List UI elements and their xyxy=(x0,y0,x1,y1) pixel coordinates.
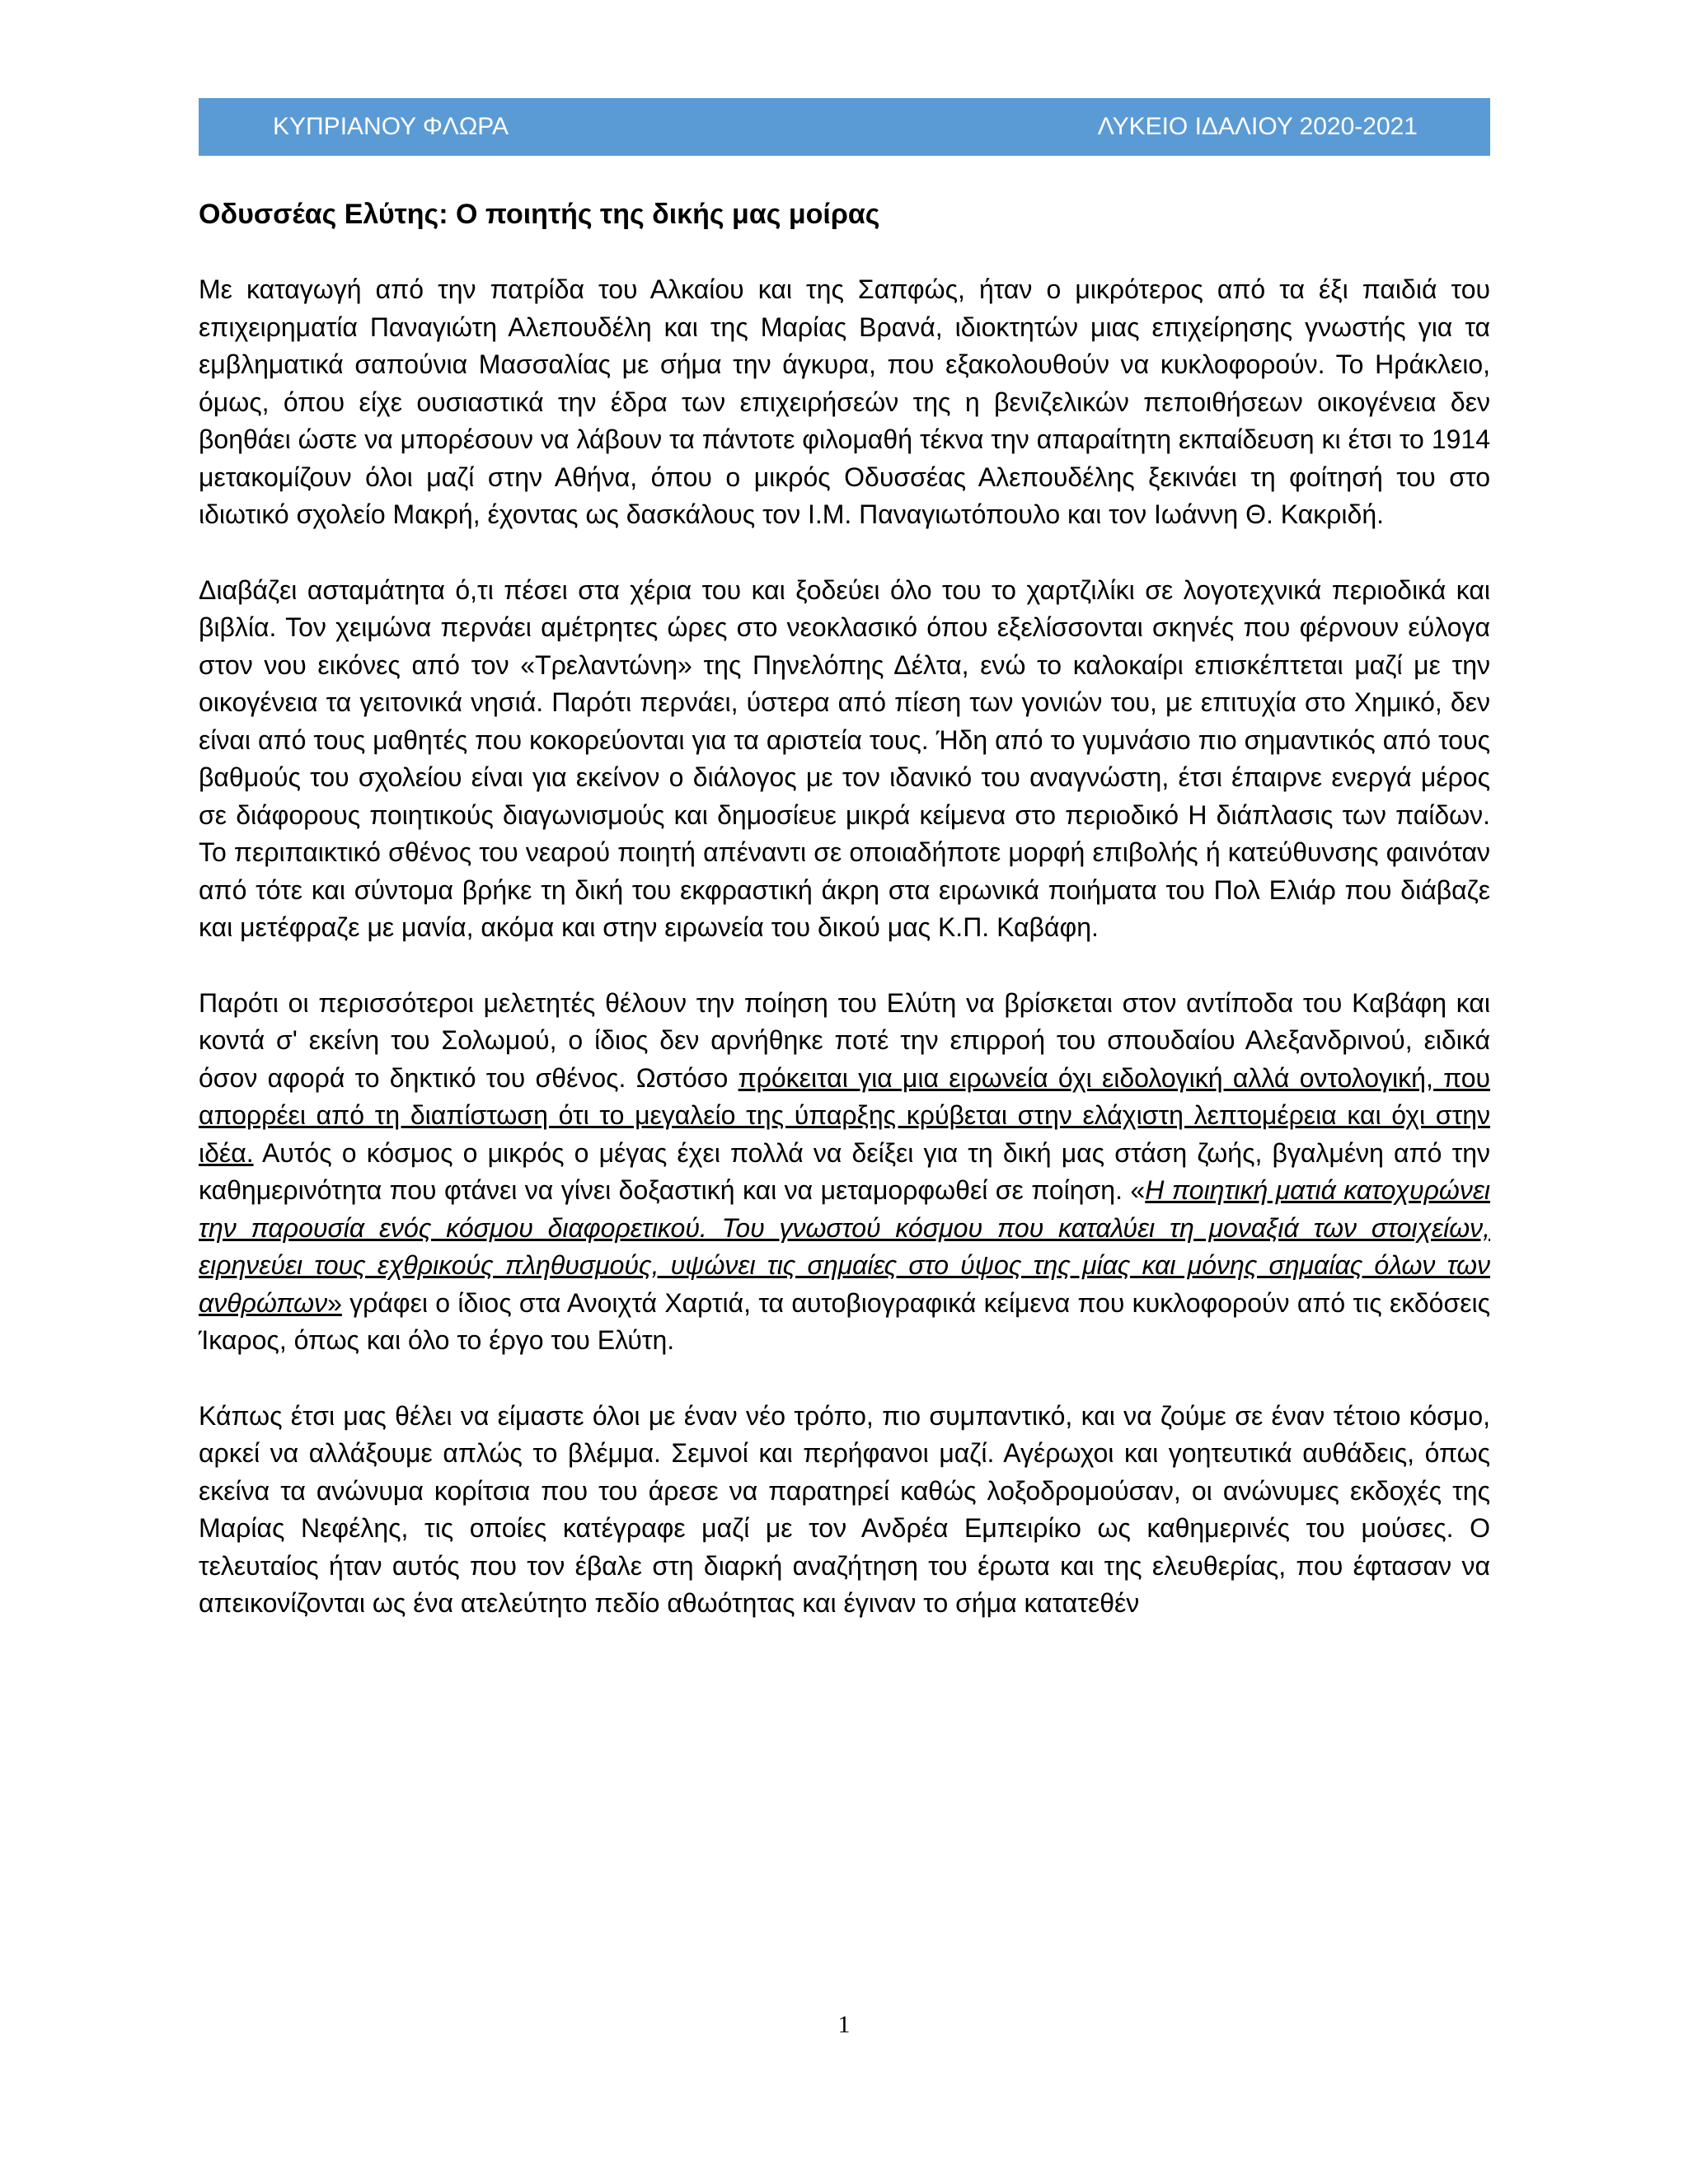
paragraph-3-quote: Η ποιητική ματιά κατοχυρώνει την παρουσία ενός κόσμου διαφορετικού. Του γνωστού κόσμου που καταλύει τη μοναξιά των στοιχείων, ειρηνεύει τους εχθρικούς πληθυσμούς, υψώνει τις σημαίες στο ύψος της μίας και μόνης σημαίας όλων των ανθρώπων xyxy=(199,1175,1491,1318)
page-number: 1 xyxy=(837,2011,851,2038)
paragraph-2: Διαβάζει ασταμάτητα ό,τι πέσει στα χέρια του και ξοδεύει όλο του το χαρτζιλίκι σε λογοτεχνικά περιοδικά και βιβλία. Τον χειμώνα περνάει αμέτρητες ώρες στο νεοκλασικό όπου εξελίσσονται σκηνές που φέρνουν εύλογα στον νου εικόνες από τον «Τρελαντώνη» της Πηνελόπης Δέλτα, ενώ το καλοκαίρι επισκέπτεται μαζί με την οικογένεια τα γειτονικά νησιά. Παρότι περνάει, ύστερα από πίεση των γονιών του, με επιτυχία στο Χημικό, δεν είναι από τους μαθητές που κοκορεύονται για τα αριστεία τους. Ήδη από το γυμνάσιο πιο σημαντικός από τους βαθμούς του σχολείου είναι για εκείνον ο διάλογος με τον ιδανικό του αναγνώστη, έτσι έπαιρνε ενεργά μέρος σε διάφορους ποιητικούς διαγωνισμούς και δημοσίευε μικρά κείμενα στο περιοδικό Η διάπλασις των παίδων. Το περιπαικτικό σθένος του νεαρού ποιητή απέναντι σε οποιαδήποτε μορφή επιβολής ή κατεύθυνσης φαινόταν από τότε και σύντομα βρήκε τη δική του εκφραστική άκρη στα ειρωνικά ποιήματα του Πολ Ελιάρ που διάβαζε και μετέφραζε με μανία, ακόμα και στην ειρωνεία του δικού μας Κ.Π. Καβάφη. xyxy=(199,574,1490,942)
paragraph-3-part-a: Παρότι οι περισσότεροι μελετητές θέλουν την ποίηση του Ελύτη να βρίσκεται στον αντίποδα του Καβάφη και κοντά σ' εκείνη του Σολωμού, ο ίδιος δεν αρνήθηκε ποτέ την επιρροή του σπουδαίου Αλεξανδρινού, ειδικά όσον αφορά το δηκτικό του σθένος. Ωστόσο xyxy=(199,987,1490,1093)
paragraph-3-quote-close: » xyxy=(327,1287,342,1318)
page-header xyxy=(199,98,1490,156)
paragraph-3-part-f: γράφει ο ίδιος στα Ανοιχτά Χαρτιά, τα αυτοβιογραφικά κείμενα που κυκλοφορούν από τις εκδόσεις Ίκαρος, όπως και όλο το έργο του Ελύτη. xyxy=(199,1287,1490,1355)
document-body xyxy=(199,196,1490,1623)
header-author: ΚΥΠΡΙΑΝΟΥ ΦΛΩΡΑ xyxy=(273,113,509,140)
header-school-year: ΛΥΚΕΙΟ ΙΔΑΛΙΟΥ 2020-2021 xyxy=(1097,113,1418,140)
paragraph-3 xyxy=(199,985,1490,1360)
document-title: Οδυσσέας Ελύτης: Ο ποιητής της δικής μας μοίρας xyxy=(199,199,880,230)
paragraph-3-part-c: Αυτός ο κόσμος ο μικρός ο μέγας έχει πολλά να δείξει για τη δική μας στάση ζωής, βγαλμένη από την καθημερινότητα που φτάνει να γίνει δοξαστική και να μεταμορφωθεί σε ποίηση. « xyxy=(199,1137,1490,1205)
paragraph-3-underlined: πρόκειται για μια ειρωνεία όχι ειδολογική αλλά οντολογική, που απορρέει από τη διαπίστωση ότι το μεγαλείο της ύπαρξης κρύβεται στην ελάχιστη λεπτομέρεια και όχι στην ιδέα. xyxy=(199,1062,1491,1168)
paragraph-4: Κάπως έτσι μας θέλει να είμαστε όλοι με έναν νέο τρόπο, πιο συμπαντικό, και να ζούμε σε έναν τέτοιο κόσμο, αρκεί να αλλάξουμε απλώς το βλέμμα. Σεμνοί και περήφανοι μαζί. Αγέρωχοι και γοητευτικά αυθάδεις, όπως εκείνα τα ανώνυμα κορίτσια που του άρεσε να παρατηρεί καθώς λοξοδρομούσαν, οι ανώνυμες εκδοχές της Μαρίας Νεφέλης, τις οποίες κατέγραφε μαζί με τον Ανδρέα Εμπειρίκο ως καθημερινές του μούσες. Ο τελευταίος ήταν αυτός που τον έβαλε στη διαρκή αναζήτηση του έρωτα και της ελευθερίας, που έφτασαν να απεικονίζονται ως ένα ατελεύτητο πεδίο αθωότητας και έγιναν το σήμα κατατεθέν xyxy=(199,1400,1490,1618)
paragraph-1: Με καταγωγή από την πατρίδα του Αλκαίου και της Σαπφώς, ήταν ο μικρότερος από τα έξι παιδιά του επιχειρηματία Παναγιώτη Αλεπουδέλη και της Μαρίας Βρανά, ιδιοκτητών μιας επιχείρησης γνωστής για τα εμβληματικά σαπούνια Μασσαλίας με σήμα την άγκυρα, που εξακολουθούν να κυκλοφορούν. Το Ηράκλειο, όμως, όπου είχε ουσιαστικά την έδρα των επιχειρήσεών της η βενιζελικών πεποιθήσεων οικογένεια δεν βοηθάει ώστε να μπορέσουν να λάβουν τα πάντοτε φιλομαθή τέκνα την απαραίτητη εκπαίδευση κι έτσι το 1914 μετακομίζουν όλοι μαζί στην Αθήνα, όπου ο μικρός Οδυσσέας Αλεπουδέλης ξεκινάει τη φοίτησή του στο ιδιωτικό σχολείο Μακρή, έχοντας ως δασκάλους τον Ι.Μ. Παναγιωτόπουλο και τον Ιωάννη Θ. Κακριδή. xyxy=(199,274,1490,529)
